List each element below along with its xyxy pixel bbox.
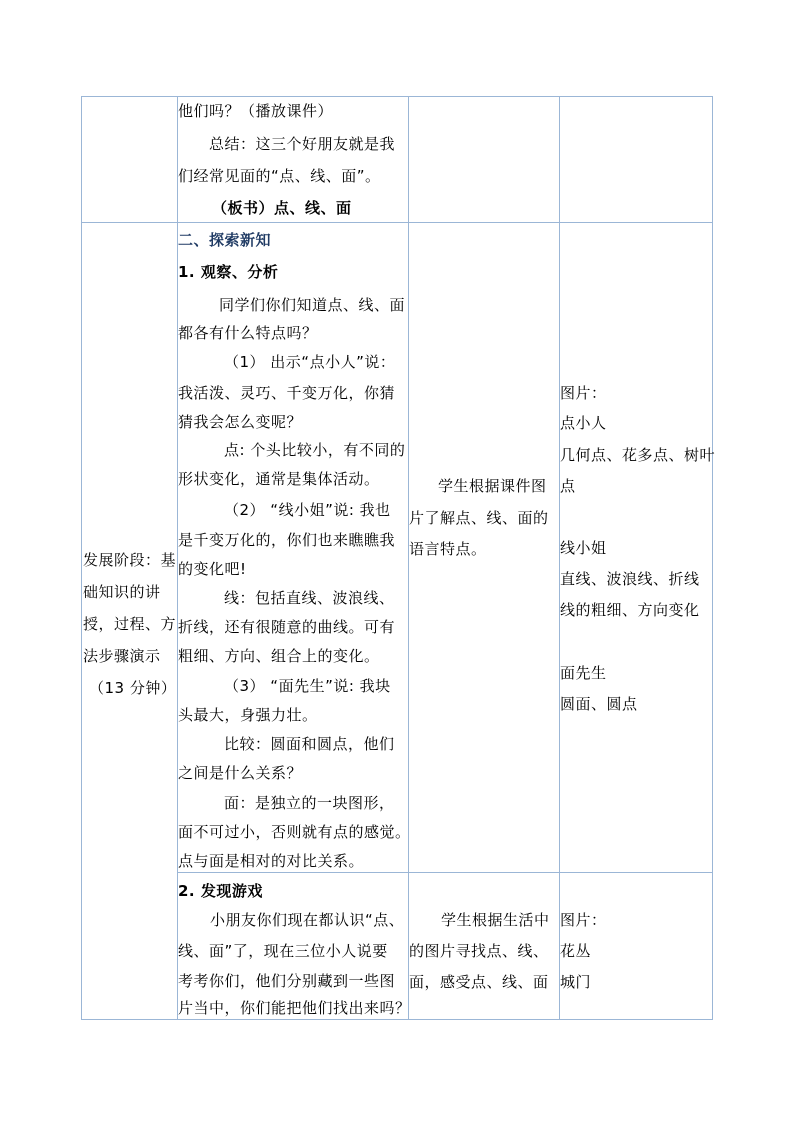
content-line: 同学们你们知道点、线、面 — [219, 296, 406, 314]
content-line: 面不可过小，否则就有点的感觉。 — [178, 823, 411, 841]
content-line: 粗细、方向、组合上的变化。 — [178, 647, 380, 665]
student-line: 语言特点。 — [409, 540, 487, 558]
content-line: 猜我会怎么变呢？ — [178, 413, 303, 431]
game-line: 小朋友你们现在都认识“点、 — [210, 911, 405, 929]
resource-line: 点 — [560, 477, 576, 495]
col-divider-3 — [559, 96, 560, 1020]
table-border-bottom — [81, 1019, 713, 1020]
resource-line: 花丛 — [560, 942, 592, 960]
row1-line-2: 总结：这三个好朋友就是我 — [209, 135, 396, 153]
section-title: 二、探索新知 — [178, 231, 272, 249]
game-title: 2. 发现游戏 — [178, 882, 263, 900]
table-border-left — [81, 96, 82, 1020]
table-border-top — [81, 96, 713, 97]
content-line: 折线，还有很随意的曲线。可有 — [178, 618, 396, 636]
resource-line: 圆面、圆点 — [560, 695, 638, 713]
content-line: （3） “面先生”说: 我块 — [224, 677, 391, 695]
content-line: 是千变万化的，你们也来瞧瞧我 — [178, 531, 396, 549]
resource-line: 面先生 — [560, 664, 607, 682]
student-line: 学生根据课件图 — [438, 477, 547, 495]
content-line: 点: 个头比较小，有不同的 — [224, 441, 406, 459]
resource-line: 城门 — [560, 973, 592, 991]
stage-line-4: 法步骤演示 — [83, 647, 161, 665]
stage-duration: （13 分钟） — [89, 679, 177, 697]
row-divider-2 — [177, 872, 713, 873]
row-divider-1 — [81, 222, 713, 223]
student-line: 的图片寻找点、线、 — [409, 942, 549, 960]
resource-line: 线的粗细、方向变化 — [560, 601, 700, 619]
stage-line-1: 发展阶段：基 — [83, 551, 177, 569]
row1-board-heading: （板书）点、线、面 — [212, 199, 352, 217]
resource-line: 图片： — [560, 384, 607, 402]
content-line: 之间是什么关系？ — [178, 764, 303, 782]
row1-line-1: 他们吗？（播放课件） — [178, 102, 334, 120]
game-line: 考考你们，他们分别藏到一些图 — [178, 972, 396, 990]
content-line: 的变化吧! — [178, 560, 247, 578]
content-line: 面：是独立的一块图形， — [224, 794, 395, 812]
content-line: 头最大，身强力壮。 — [178, 706, 318, 724]
content-line: 我活泼、灵巧、千变万化，你猜 — [178, 384, 396, 402]
subsection-title: 1. 观察、分析 — [178, 263, 279, 281]
student-line: 片了解点、线、面的 — [409, 509, 549, 527]
content-line: 线：包括直线、波浪线、 — [224, 589, 395, 607]
content-line: 比较：圆面和圆点，他们 — [224, 735, 395, 753]
game-line: 片当中，你们能把他们找出来吗？ — [178, 999, 411, 1017]
row1-line-3: 们经常见面的“点、线、面”。 — [178, 167, 381, 185]
content-line: （2） “线小姐”说: 我也 — [224, 501, 391, 519]
resource-line: 点小人 — [560, 414, 607, 432]
stage-line-3: 授，过程、方 — [83, 615, 177, 633]
resource-line: 几何点、花多点、树叶 — [560, 446, 716, 464]
student-line: 学生根据生活中 — [441, 911, 550, 929]
content-line: （1） 出示“点小人”说： — [224, 353, 396, 371]
resource-line: 线小姐 — [560, 539, 607, 557]
content-line: 点与面是相对的对比关系。 — [178, 852, 365, 870]
stage-line-2: 础知识的讲 — [83, 583, 161, 601]
student-line: 面，感受点、线、面 — [409, 973, 549, 991]
content-line: 形状变化，通常是集体活动。 — [178, 470, 380, 488]
resource-line: 直线、波浪线、折线 — [560, 570, 700, 588]
game-line: 线、面”了，现在三位小人说要 — [178, 942, 388, 960]
table-border-right — [712, 96, 713, 1020]
content-line: 都各有什么特点吗？ — [178, 324, 318, 342]
resource-line: 图片： — [560, 911, 607, 929]
